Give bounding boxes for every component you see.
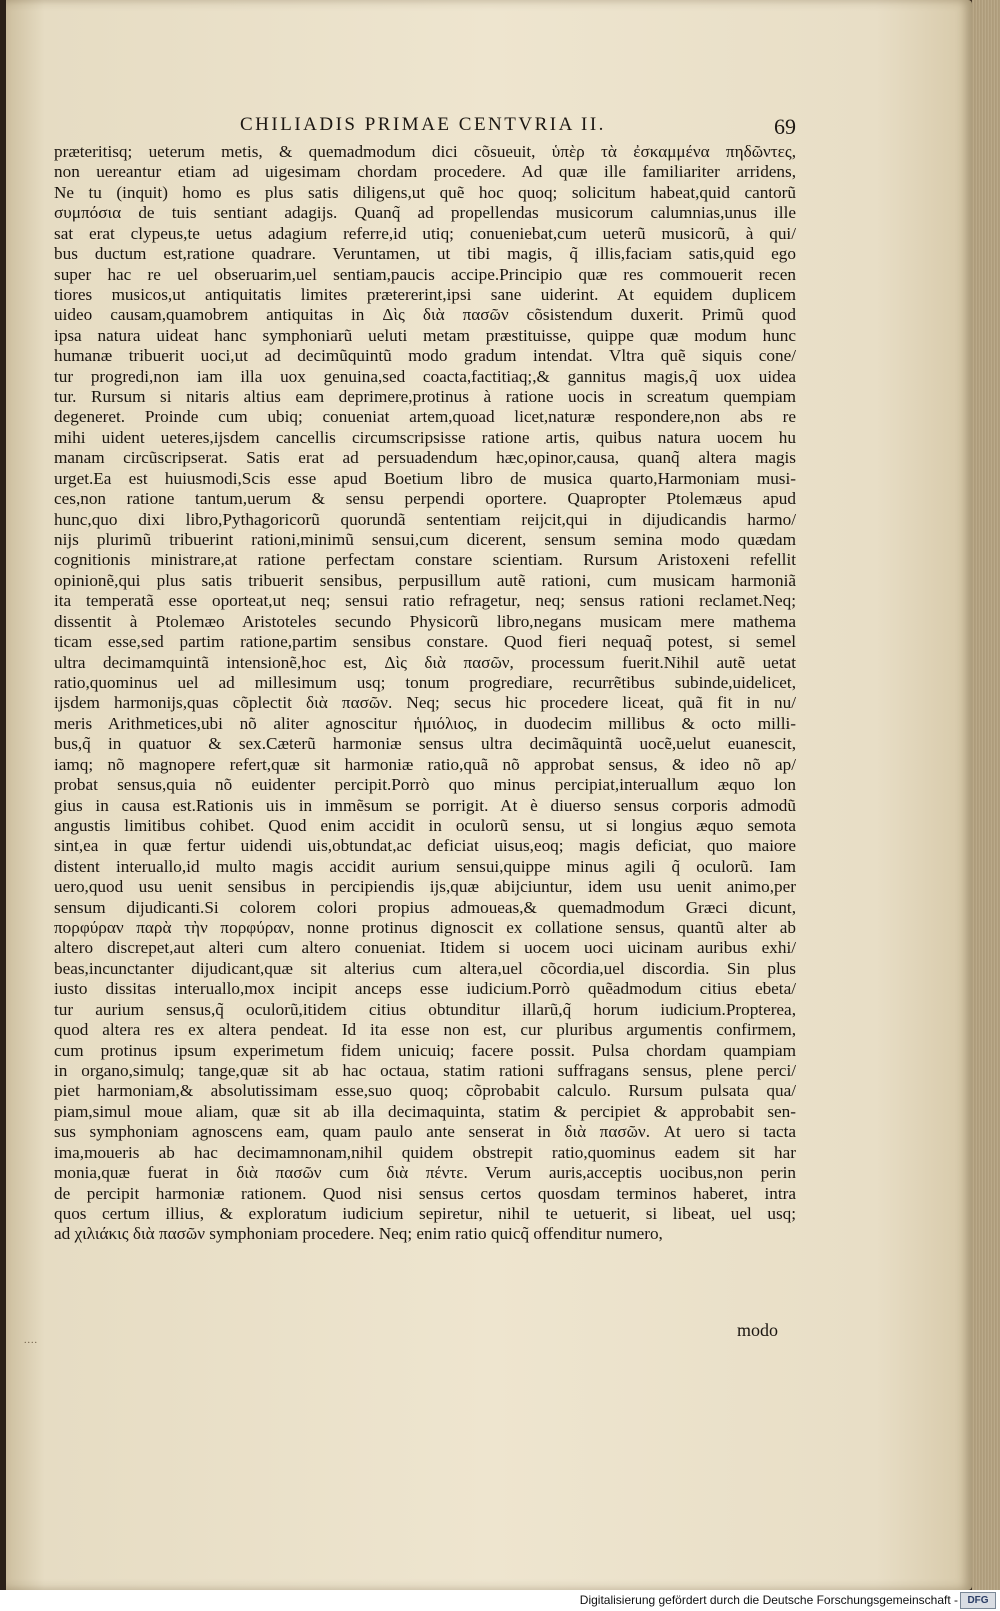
text-line: ratio,quominus uel ad millesimum usq; tonum progrediare, recurrẽtibus subinde,uidelicet, [54,672,796,692]
text-line: ultra decimamquintã intensionẽ,hoc est, Δὶς διὰ πασῶν, processum fuerit.Nihil autẽ uetat [54,652,796,672]
running-head [6,114,978,144]
text-line: sensum dijudicanti.Si colorem colori propius admoueas,& quemadmodum Græci dicunt, [54,897,796,917]
catchword: modo [737,1320,779,1340]
text-line: non uereantur etiam ad uigesimam chordam procedere. Ad quæ ille familiariter arridens, [54,162,796,182]
text-line: distent interuallo,id multo magis accidit aurium sensui,quippe minus agili q̃ oculorũ. Iam [54,856,796,876]
text-line: piam,simul moue aliam, quæ sit ab illa decimaquinta, statim & percipiet & approbabit sen- [54,1101,796,1121]
book-page [6,0,972,1590]
text-line: uideo causam,quamobrem antiquitas in Δὶς διὰ πασῶν cõsistendum duxerit. Primũ quod [54,305,796,325]
text-line: ad χιλιάκις διὰ πασῶν symphoniam procedere. Neq; enim ratio quicq̃ offenditur numero, [54,1224,663,1244]
text-line: uero,quod usu uenit sensibus in percipiendis ijs,quæ abijciuntur, idem usu uenit animo,per [54,877,796,897]
text-line: manam circũscripserat. Satis erat ad persuadendum hæc,opinor,causa, quanq̃ altera magis [54,448,796,468]
body-text [54,142,796,1245]
text-line: tiores musicos,ut antiquitatis limites prætererint,ipsi sane uiderint. At equidem duplicem [54,284,796,304]
text-line: bus ductum est,ratione quadrare. Veruntamen, ut tibi magis, q̃ illis,faciam satis,quid ego [54,244,796,264]
text-line: probat sensus,quia nõ euidenter percipit.Porrò quo minus percipiat,interuallum æquo lon [54,775,796,795]
text-line: πορφύραν παρὰ τὴν πορφύραν, nonne protinus dignoscit ex collatione sensus, quantũ alter ab [54,918,796,938]
marginal-smudge: .... [24,1335,38,1346]
footer-bar [0,1590,1000,1611]
text-line: bus,q̃ in quatuor & sex.Cæterũ harmoniæ sensus ultra decimãquintã uocẽ,uelut euanescit, [54,734,796,754]
text-line: quos certum illius, & exploratum iudicium sepiretur, nihil te uetuerit, si libeat, uel usq; [54,1203,796,1223]
text-line: in organo,simulq; tange,quæ sit ab hac octaua, statim rationi suffragans sensus, plene perci/ [54,1060,796,1080]
text-line: angustis limitibus cohibet. Quod enim accidit in oculorũ sensu, ut si longius æquo semota [54,815,796,835]
text-line: dissentit à Ptolemæo Aristoteles secundo Physicorũ libro,negans musicam mere mathema [54,611,796,631]
text-line: beas,incunctanter dijudicant,quæ sit alterius cum altera,uel cõcordia,uel discordia. Sin plus [54,958,796,978]
text-line: hunc,quo dixi libro,Pythagoricorũ quorundã sententiam reijcit,qui in dijudicandis harmo/ [54,509,796,529]
text-line: συμπόσια de tuis sentiant adagijs. Quanq̃ ad propellendas musicorum calumnias,unus ille [54,203,796,223]
text-line: Ne tu (inquit) homo es plus satis diligens,ut quẽ hoc quoq; solicitum habeat,quid cantorũ [54,182,796,202]
footer-credit: Digitalisierung gefördert durch die Deutsche Forschungsgemeinschaft - [579,1593,958,1607]
text-line: præteritisq; ueterum metis, & quemadmodum dici cõsueuit, ὑπὲρ τὰ ἐσκαμμένα πηδῶντες, [54,142,796,161]
text-line: gius in causa est.Rationis uis in immẽsum se porrigit. At è diuerso sensus corporis admodũ [54,795,796,815]
text-line: sat erat clypeus,te uetus adagium referre,id utiq; conueniebat,cum ueterũ musicorũ, à qui/ [54,223,796,243]
text-line: de percipit harmoniæ rationem. Quod nisi sensus certos quosdam terminos haberet, intra [54,1183,796,1203]
text-line: opinionẽ,qui plus satis tribuerit sensibus, perpusillum autẽ rationi, cum musicam harmoniã [54,570,796,590]
text-line: ipsa natura uideat hanc symphoniarũ ueluti metam præstituisse, quippe quæ modum hunc [54,325,796,345]
running-title: CHILIADIS PRIMAE CENTVRIA II. [240,114,606,135]
page-number: 69 [774,114,796,139]
text-line: mihi uident ueteres,ijsdem cancellis circumscripsisse ratione artis, quibus natura uocem hu [54,427,796,447]
text-line: iusto dissitas interuallo,mox incipit anceps esse iudicium.Porrò quẽadmodum citius ebeta/ [54,979,796,999]
text-line: ijsdem harmonijs,quas cõplectit διὰ πασῶν. Neq; secus hic procedere liceat, quã fit in nu/ [54,693,796,713]
text-line: nijs plurimũ tribuerint rationi,minimũ sensui,cum dicerent, sensum semina modo quædam [54,530,796,550]
text-line: meris Arithmetices,ubi nõ aliter agnoscitur ἡμιόλιος, in duodecim millibus & octo milli- [54,713,796,733]
text-line: tur progredi,non iam illa uox genuina,sed coacta,factitiaq;,& gannitus magis,q̃ uox uidea [54,366,796,386]
text-line: sint,ea in quæ fertur uidendi uis,obtundat,ac deficiat uisus,eoq; magis deficiat, quo maiore [54,836,796,856]
text-line: cognitionis ministrare,at ratione perfectam constare scientiam. Rursum Aristoxeni refellit [54,550,796,570]
text-line: cum protinus ipsum experimetum fidem unicuiq; facere possit. Pulsa chordam quampiam [54,1040,796,1060]
text-line: ima,moueris ab hac decimamnonam,nihil quidem obstrepit ratio,quominus eadem sit har [54,1142,796,1162]
text-line: piet harmoniam,& absolutissimam esse,suo quoq; cõprobabit calculo. Rursum pulsata qua/ [54,1081,796,1101]
text-line: humanæ tribuerit uoci,ut ad decimũquintũ modo gradum intendat. Vltra quẽ siquis cone/ [54,346,796,366]
text-line: ces,non ratione tantum,uerum & sensu perpendi oportere. Quapropter Ptolemæus apud [54,489,796,509]
text-line: degeneret. Proinde cum ubiq; conueniat artem,quoad licet,naturæ respondere,non abs re [54,407,796,427]
text-line: sus symphoniam agnoscens eam, quam paulo ante senserat in διὰ πασῶν. At uero si tacta [54,1122,796,1142]
text-line: tur. Rursum si nitaris altius eam deprimere,protinus à ratione uocis in screatum quempiam [54,387,796,407]
page-edge-stack [972,0,1000,1590]
text-line: quod altera res ex altera pendeat. Id ita esse non est, cur pluribus argumentis confirmem, [54,1020,796,1040]
text-line: tur aurium sensus,q̃ oculorũ,itidem citius obtunditur illarũ,q̃ horum iudicium.Propterea, [54,999,796,1019]
text-line: altero discrepet,aut alteri cum altero conueniat. Itidem si uocem uoci uicinam auribus exhi/ [54,938,796,958]
text-line: iamq; nõ magnopere refert,quæ sit harmoniæ ratio,quã nõ approbat sensus, & ideo nõ ap/ [54,754,796,774]
text-line: ita temperatã esse oporteat,ut neq; sensui ratio refragetur, neq; sensus rationi reclamet.Neq; [54,591,796,611]
text-line: monia,quæ fuerat in διὰ πασῶν cum διὰ πέντε. Verum auris,acceptis uocibus,non perin [54,1163,796,1183]
text-line: super hac re uel obseruarim,uel sentiam,paucis accipe.Principio quæ res commouerit recen [54,264,796,284]
text-line: urget.Ea est huiusmodi,Scis esse apud Boetium libro de musica quarto,Harmoniam musi- [54,468,796,488]
dfg-logo: DFG [960,1592,996,1609]
text-line: ticam esse,sed partim ratione,partim sensibus constare. Quod fieri nequaq̃ potest, si semel [54,632,796,652]
